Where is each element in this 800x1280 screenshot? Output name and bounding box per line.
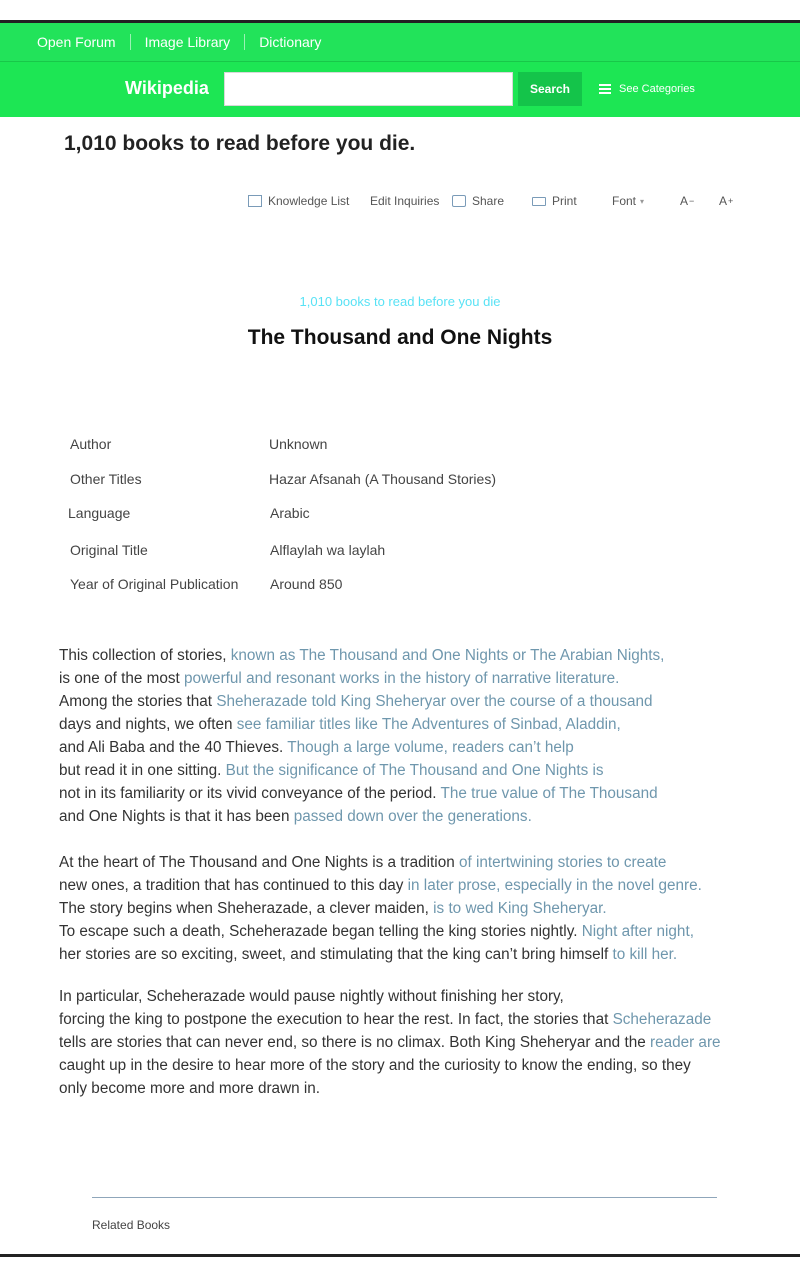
info-row-original-title (70, 542, 670, 562)
font-increase-button[interactable] (719, 194, 733, 208)
info-value: Alflaylah wa laylah (270, 542, 386, 558)
chevron-down-icon: ▾ (640, 196, 645, 206)
font-decrease-button[interactable] (680, 194, 694, 208)
share-icon (452, 195, 466, 207)
site-logo[interactable]: Wikipedia (125, 78, 209, 98)
plus-icon: + (728, 196, 734, 206)
edit-inquiries-button[interactable]: Edit Inquiries (370, 194, 440, 208)
info-label: Other Titles (70, 471, 142, 487)
info-label: Author (70, 436, 112, 452)
info-label: Year of Original Publication (70, 576, 239, 592)
book-title: The Thousand and One Nights (247, 326, 553, 349)
info-row-language (70, 505, 670, 525)
search-input[interactable] (224, 72, 513, 106)
font-label: Font (612, 194, 637, 208)
info-row-other-titles (70, 471, 670, 491)
font-increase-label: A (719, 194, 728, 208)
font-decrease-label: A (680, 194, 689, 208)
article-paragraph: This collection of stories, known as The Thousand and One Nights or The Arabian Nights, is one of the most powerful and resonant works in the history of narrative literature. Among the stories that Sheherazade told King Sheheryar over the course of a thousand days and nights, we often see familiar titles like The Adventures of Sinbad, Aladdin, and Ali Baba and the 40 Thieves. Though a large volume, readers can’t help but read it in one sitting. But the significance of The Thousand and One Nights is not in its familiarity or its vivid conveyance of the period. The true value of The Thousand and One Nights is that it has been passed down over the generations. (59, 647, 665, 825)
see-categories-link[interactable] (599, 83, 695, 95)
info-row-author (70, 436, 670, 456)
info-row-year (70, 576, 670, 596)
print-icon (532, 197, 546, 206)
folder-add-icon (248, 195, 262, 207)
site-header (0, 61, 800, 117)
section-divider (92, 1197, 717, 1198)
info-value: Around 850 (270, 576, 343, 592)
info-value: Unknown (269, 436, 328, 452)
info-value: Arabic (270, 505, 310, 521)
info-label: Original Title (70, 542, 148, 558)
window-frame-bottom (0, 1254, 800, 1257)
list-icon (599, 84, 611, 94)
article-paragraph: At the heart of The Thousand and One Nights is a tradition of intertwining stories to create new ones, a tradition that has continued to this day in later prose, especially in the novel genre. The story begins when Sheherazade, a clever maiden, is to wed King Sheheryar. To escape such a death, Scheherazade began telling the king stories nightly. Night after night, her stories are so exciting, sweet, and stimulating that the king can’t bring himself to kill her. (59, 854, 702, 963)
article-toolbar (248, 194, 748, 214)
knowledge-list-label: Knowledge List (268, 194, 350, 208)
search-button[interactable]: Search (518, 72, 582, 106)
font-dropdown[interactable] (612, 194, 644, 208)
info-label: Language (68, 505, 131, 521)
share-label: Share (472, 194, 505, 208)
nav-dictionary[interactable]: Dictionary (259, 34, 322, 50)
article-paragraph: In particular, Scheherazade would pause nightly without finishing her story, forcing the king to postpone the execution to hear the rest. In fact, the stories that Scheherazade tells are stories that can never end, so there is no climax. Both King Sheheryar and the reader are caught up in the desire to hear more of the story and the curiosity to know the ending, so they only become more and more drawn in. (59, 988, 721, 1097)
print-button[interactable] (532, 194, 577, 208)
page-title: 1,010 books to read before you die. (64, 132, 416, 155)
info-value: Hazar Afsanah (A Thousand Stories) (269, 471, 496, 487)
knowledge-list-button[interactable] (248, 194, 349, 208)
see-categories-label: See Categories (619, 83, 695, 95)
share-button[interactable] (452, 194, 504, 208)
minus-icon: − (689, 196, 695, 206)
article-body (59, 644, 759, 1123)
related-books-heading: Related Books (92, 1218, 171, 1232)
print-label: Print (552, 194, 577, 208)
nav-open-forum[interactable]: Open Forum (37, 34, 131, 50)
top-navigation (0, 23, 800, 61)
nav-image-library[interactable]: Image Library (145, 34, 246, 50)
book-series-link[interactable]: 1,010 books to read before you die (299, 294, 501, 309)
